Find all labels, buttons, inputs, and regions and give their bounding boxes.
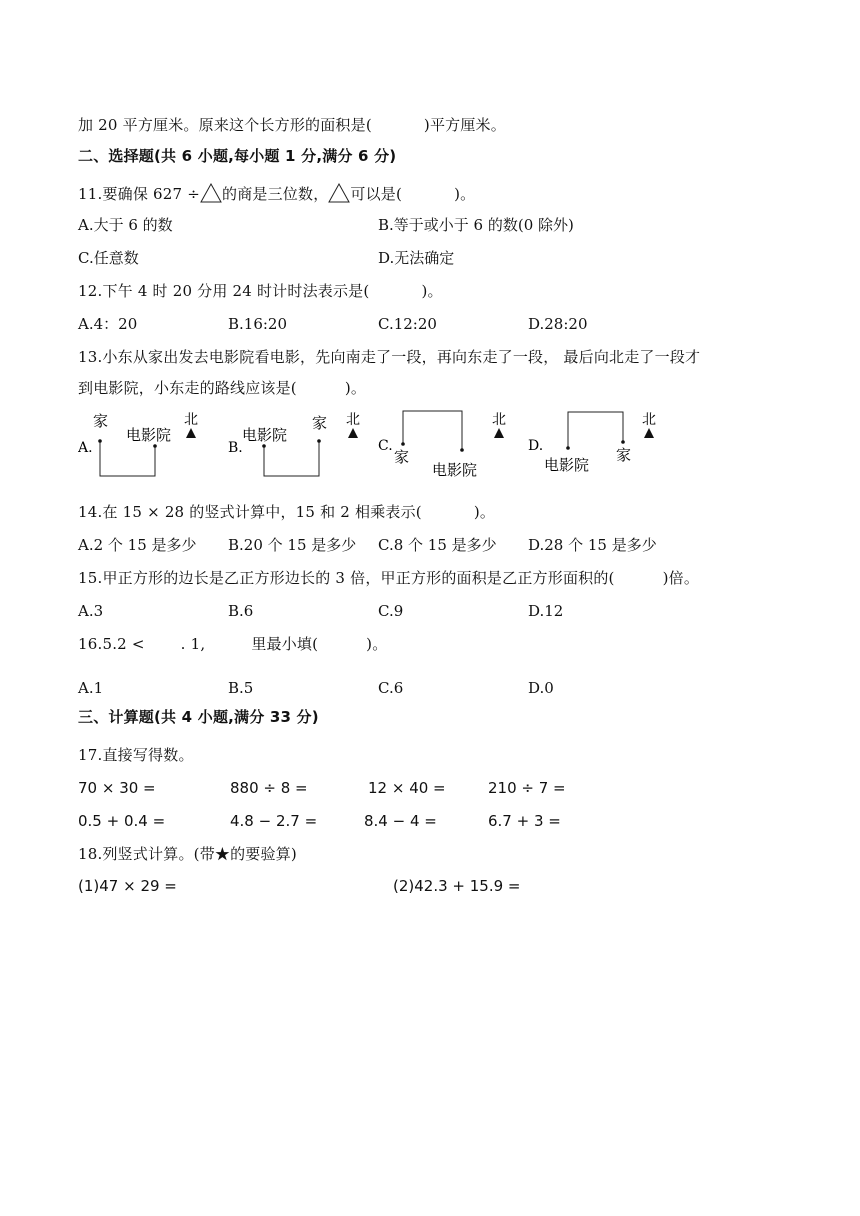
q11-option-d[interactable]: D.无法确定: [378, 249, 455, 267]
home-label: 家: [394, 448, 410, 466]
cinema-label: 电影院: [432, 461, 478, 479]
q14-option-a[interactable]: A.2 个 15 是多少: [78, 536, 197, 554]
q18-item: (1)47 × 29 =: [78, 877, 177, 895]
route-diagram-c: [378, 408, 518, 480]
q14-stem-end: )。: [473, 503, 496, 521]
q11-option-a[interactable]: A.大于 6 的数: [78, 216, 173, 234]
q11-stem: [78, 183, 475, 205]
section-2-title: 二、选择题(共 6 小题,每小题 1 分,满分 6 分): [78, 147, 397, 165]
route-path: [264, 441, 319, 476]
q17-item: 210 ÷ 7 =: [488, 779, 566, 797]
q16-option-d[interactable]: D.0: [528, 679, 554, 697]
q13-option-c[interactable]: [378, 408, 518, 480]
north-label: 北: [492, 412, 506, 428]
q17-item: 0.5 + 0.4 =: [78, 812, 166, 830]
q10-tail-end: )平方厘米。: [423, 116, 506, 134]
q13-stem-line1: 13.小东从家出发去电影院看电影，先向南走了一段，再向东走了一段， 最后向北走了一段才: [78, 348, 701, 366]
route-diagram-a: [78, 408, 208, 488]
q13-stem-text: 到电影院，小东走的路线应该是(: [78, 379, 297, 397]
cinema-label: 电影院: [126, 426, 172, 444]
q16-option-b[interactable]: B.5: [228, 679, 254, 697]
q13-stem-end: )。: [344, 379, 367, 397]
q13-option-b[interactable]: [228, 408, 368, 488]
q14-option-c[interactable]: C.8 个 15 是多少: [378, 536, 497, 554]
q18-item: (2)42.3 + 15.9 =: [393, 877, 521, 895]
q17-item: 8.4 − 4 =: [364, 812, 437, 830]
q14-option-d[interactable]: D.28 个 15 是多少: [528, 536, 657, 554]
q12-stem: [78, 280, 443, 302]
q17-item: 70 × 30 =: [78, 779, 156, 797]
route-path: [100, 441, 155, 476]
north-arrow-icon: [494, 428, 504, 438]
q13-option-a[interactable]: [78, 408, 208, 488]
q11-option-b[interactable]: B.等于或小于 6 的数(0 除外): [378, 216, 574, 234]
north-arrow-icon: [186, 428, 196, 438]
cinema-label: 电影院: [242, 426, 288, 444]
q17-item: 12 × 40 =: [368, 779, 446, 797]
q15-option-b[interactable]: B.6: [228, 602, 254, 620]
route-path: [403, 411, 462, 450]
q15-option-d[interactable]: D.12: [528, 602, 564, 620]
q15-stem: [78, 567, 699, 589]
north-label: 北: [642, 412, 656, 428]
north-arrow-icon: [644, 428, 654, 438]
q17-stem: 17.直接写得数。: [78, 746, 194, 764]
q10-tail-line: [78, 114, 506, 136]
q13-option-d[interactable]: [528, 408, 668, 480]
q12-option-a[interactable]: A.4：20: [78, 315, 138, 333]
q14-stem: [78, 501, 495, 523]
q15-stem-end: )倍。: [662, 569, 700, 587]
route-diagram-d: [528, 408, 668, 480]
q16-option-a[interactable]: A.1: [78, 679, 104, 697]
q12-option-c[interactable]: C.12:20: [378, 315, 437, 333]
option-label: D.: [528, 438, 544, 454]
route-diagram-b: [228, 408, 368, 488]
route-path: [568, 412, 623, 448]
q16-stem-a: 16.5.2 <: [78, 635, 145, 653]
q11-stem-a: 11.要确保 627 ÷: [78, 185, 200, 203]
q11-stem-b: 的商是三位数，: [222, 185, 329, 203]
home-label: 家: [312, 414, 328, 432]
q18-stem: 18.列竖式计算。(带★的要验算): [78, 845, 297, 863]
q17-item: 4.8 − 2.7 =: [230, 812, 318, 830]
q16-option-c[interactable]: C.6: [378, 679, 404, 697]
q12-option-d[interactable]: D.28:20: [528, 315, 588, 333]
triangle-icon: [328, 183, 350, 203]
q17-item: 880 ÷ 8 =: [230, 779, 308, 797]
q12-option-b[interactable]: B.16:20: [228, 315, 288, 333]
option-label: C.: [378, 438, 393, 454]
q11-option-c[interactable]: C.任意数: [78, 249, 139, 267]
home-label: 家: [616, 446, 632, 464]
triangle-icon: [200, 183, 222, 203]
north-arrow-icon: [348, 428, 358, 438]
north-label: 北: [346, 412, 360, 428]
cinema-label: 电影院: [544, 456, 590, 474]
q16-stem-b: . 1,: [180, 635, 206, 653]
q13-stem-line2: [78, 377, 366, 399]
q11-stem-d: )。: [454, 185, 476, 203]
home-label: 家: [93, 412, 109, 430]
q16-stem-d: )。: [366, 635, 388, 653]
q15-option-c[interactable]: C.9: [378, 602, 404, 620]
q17-item: 6.7 + 3 =: [488, 812, 561, 830]
north-label: 北: [184, 412, 198, 428]
q15-option-a[interactable]: A.3: [78, 602, 104, 620]
option-label: B.: [228, 440, 243, 456]
q16-stem-c: 里最小填(: [251, 635, 319, 653]
q14-stem-text: 14.在 15 × 28 的竖式计算中，15 和 2 相乘表示(: [78, 503, 422, 521]
q12-stem-end: )。: [421, 282, 443, 300]
q15-stem-text: 15.甲正方形的边长是乙正方形边长的 3 倍，甲正方形的面积是乙正方形面积的(: [78, 569, 615, 587]
q12-stem-text: 12.下午 4 时 20 分用 24 时计时法表示是(: [78, 282, 370, 300]
q10-tail-text: 加 20 平方厘米。原来这个长方形的面积是(: [78, 116, 372, 134]
q14-option-b[interactable]: B.20 个 15 是多少: [228, 536, 357, 554]
section-3-title: 三、计算题(共 4 小题,满分 33 分): [78, 708, 319, 726]
option-label: A.: [78, 440, 93, 456]
q16-stem: [78, 633, 387, 655]
q11-stem-c: 可以是(: [350, 185, 403, 203]
